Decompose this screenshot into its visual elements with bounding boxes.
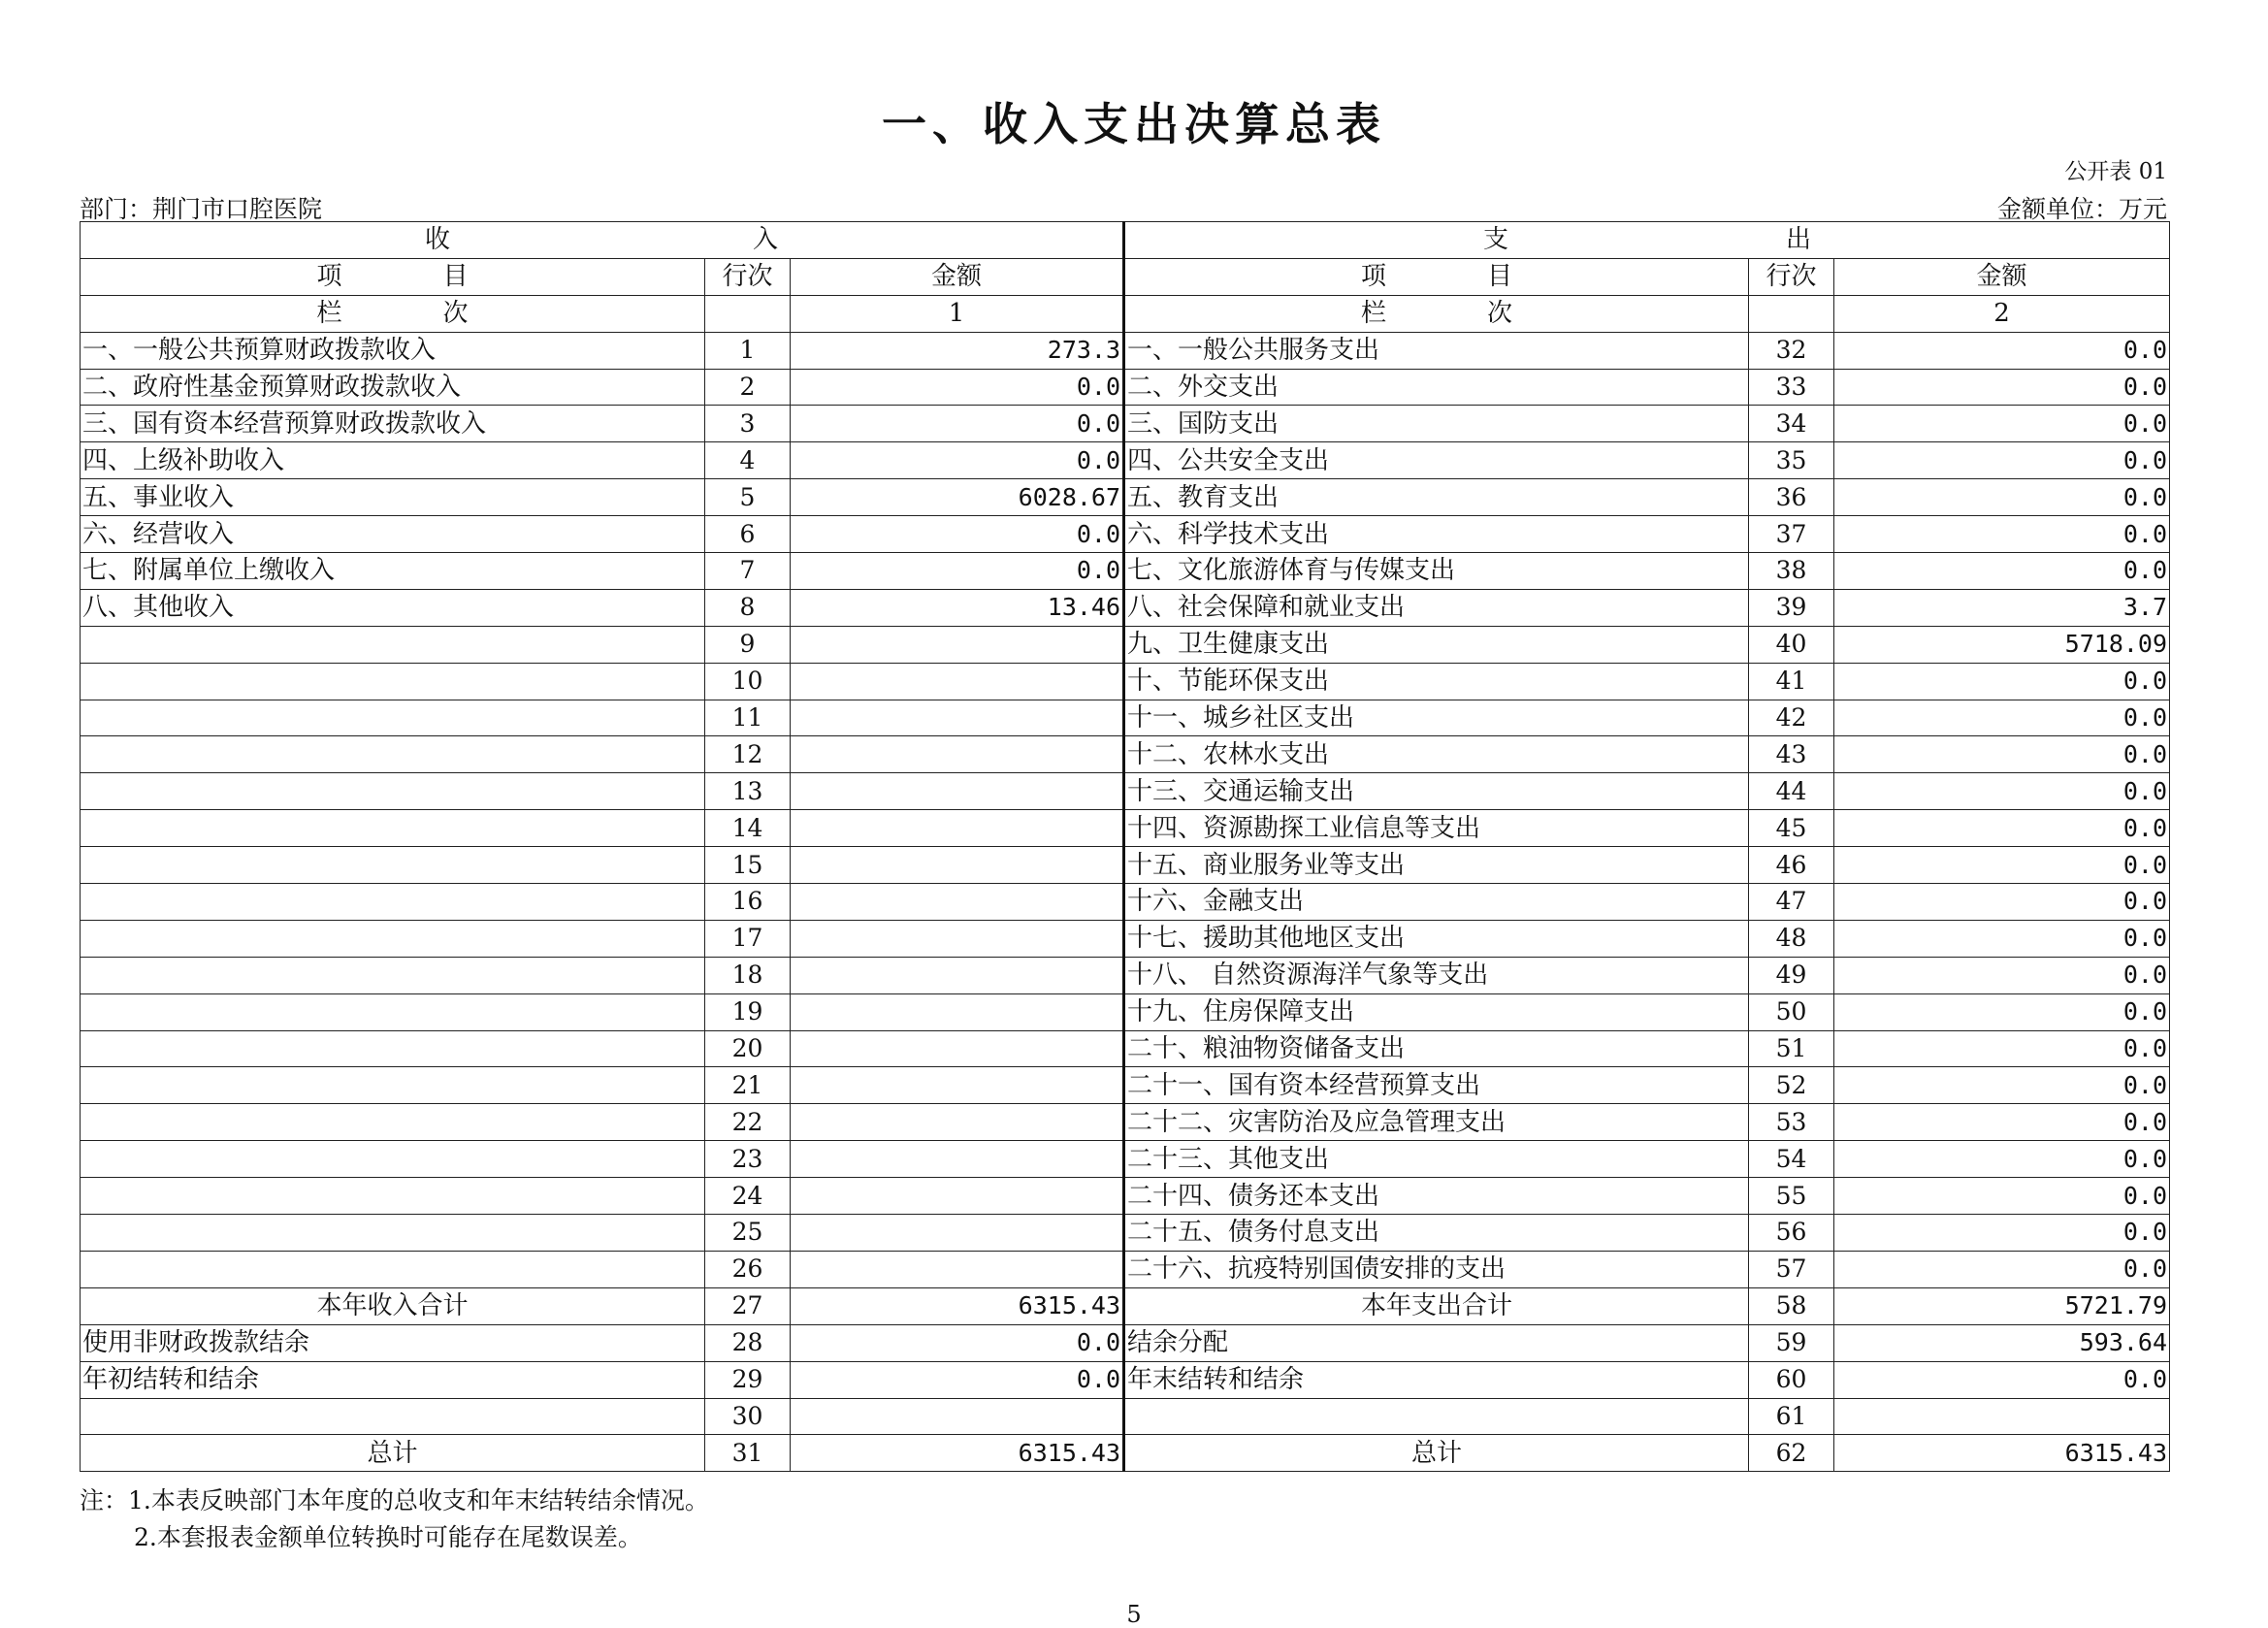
expense-amount-cell: 0.0 xyxy=(1834,479,2170,516)
income-item-cell: 六、经营收入 xyxy=(81,516,705,553)
income-line-cell: 9 xyxy=(705,626,791,663)
income-line-cell: 28 xyxy=(705,1324,791,1361)
income-item-cell: 使用非财政拨款结余 xyxy=(81,1324,705,1361)
income-amount-cell xyxy=(791,810,1124,847)
expense-amount-cell: 593.64 xyxy=(1834,1324,2170,1361)
income-amount-cell: 0.0 xyxy=(791,369,1124,406)
department-label: 部门：荆门市口腔医院 xyxy=(80,195,323,223)
income-line-cell: 5 xyxy=(705,479,791,516)
expense-amount-cell: 6315.43 xyxy=(1834,1435,2170,1472)
expense-amount-cell: 0.0 xyxy=(1834,957,2170,993)
table-row xyxy=(81,957,2170,993)
income-item-cell: 三、国有资本经营预算财政拨款收入 xyxy=(81,406,705,442)
table-row xyxy=(81,553,2170,590)
expense-line-cell: 51 xyxy=(1749,1030,1834,1067)
income-line-cell: 14 xyxy=(705,810,791,847)
income-line-cell: 15 xyxy=(705,847,791,884)
income-amount-cell xyxy=(791,1104,1124,1141)
expense-line-cell: 59 xyxy=(1749,1324,1834,1361)
expense-amount-cell: 5721.79 xyxy=(1834,1287,2170,1324)
expense-item-cell: 十四、资源勘探工业信息等支出 xyxy=(1124,810,1749,847)
expense-amount-cell: 0.0 xyxy=(1834,884,2170,921)
expense-line-cell: 38 xyxy=(1749,553,1834,590)
income-amount-cell: 273.3 xyxy=(791,332,1124,369)
table-row xyxy=(81,993,2170,1030)
income-line-cell: 17 xyxy=(705,920,791,957)
income-item-cell xyxy=(81,1398,705,1435)
expense-line-cell: 62 xyxy=(1749,1435,1834,1472)
expense-item-cell: 二、外交支出 xyxy=(1124,369,1749,406)
income-item-cell: 年初结转和结余 xyxy=(81,1361,705,1398)
table-row xyxy=(81,626,2170,663)
income-amount-cell: 0.0 xyxy=(791,516,1124,553)
income-amount-cell: 6315.43 xyxy=(791,1435,1124,1472)
expense-line-header: 行次 xyxy=(1749,258,1834,295)
income-item-cell xyxy=(81,810,705,847)
expense-item-cell: 七、文化旅游体育与传媒支出 xyxy=(1124,553,1749,590)
expense-item-cell: 十一、城乡社区支出 xyxy=(1124,700,1749,736)
expense-amount-cell: 0.0 xyxy=(1834,663,2170,700)
table-row xyxy=(81,1215,2170,1252)
expense-item-cell: 十七、援助其他地区支出 xyxy=(1124,920,1749,957)
expense-line-cell: 47 xyxy=(1749,884,1834,921)
income-amount-cell xyxy=(791,663,1124,700)
income-line-cell: 23 xyxy=(705,1141,791,1178)
income-amount-cell: 0.0 xyxy=(791,553,1124,590)
table-row xyxy=(81,1324,2170,1361)
income-line-cell: 12 xyxy=(705,736,791,773)
income-amount-cell xyxy=(791,1251,1124,1287)
income-amount-cell xyxy=(791,993,1124,1030)
expense-item-cell: 十五、商业服务业等支出 xyxy=(1124,847,1749,884)
income-item-cell xyxy=(81,663,705,700)
table-row xyxy=(81,1141,2170,1178)
income-item-cell xyxy=(81,847,705,884)
expense-column-number: 2 xyxy=(1834,295,2170,332)
income-amount-cell xyxy=(791,1030,1124,1067)
income-item-cell xyxy=(81,1030,705,1067)
expense-line-blank xyxy=(1749,295,1834,332)
table-row xyxy=(81,1067,2170,1104)
income-line-header: 行次 xyxy=(705,258,791,295)
table-row xyxy=(81,1104,2170,1141)
expense-amount-cell: 0.0 xyxy=(1834,1361,2170,1398)
income-item-cell xyxy=(81,773,705,810)
income-item-cell xyxy=(81,700,705,736)
expense-amount-cell: 0.0 xyxy=(1834,993,2170,1030)
income-line-cell: 21 xyxy=(705,1067,791,1104)
income-line-cell: 22 xyxy=(705,1104,791,1141)
expense-line-cell: 46 xyxy=(1749,847,1834,884)
expense-amount-cell: 0.0 xyxy=(1834,810,2170,847)
income-item-cell xyxy=(81,993,705,1030)
income-item-cell: 七、附属单位上缴收入 xyxy=(81,553,705,590)
table-row xyxy=(81,589,2170,626)
page-title: 一、收入支出决算总表 xyxy=(882,98,1386,150)
income-amount-cell: 6028.67 xyxy=(791,479,1124,516)
income-item-cell xyxy=(81,1141,705,1178)
expense-item-cell: 总计 xyxy=(1124,1435,1749,1472)
column-number-row xyxy=(81,295,2170,332)
table-row xyxy=(81,663,2170,700)
table-row xyxy=(81,1287,2170,1324)
expense-item-cell: 四、公共安全支出 xyxy=(1124,442,1749,479)
expense-line-cell: 45 xyxy=(1749,810,1834,847)
expense-amount-cell: 0.0 xyxy=(1834,1067,2170,1104)
table-row xyxy=(81,1030,2170,1067)
income-line-blank xyxy=(705,295,791,332)
income-amount-cell xyxy=(791,920,1124,957)
income-expense-table xyxy=(80,221,2170,1472)
income-amount-cell xyxy=(791,1067,1124,1104)
income-item-cell: 二、政府性基金预算财政拨款收入 xyxy=(81,369,705,406)
expense-line-cell: 44 xyxy=(1749,773,1834,810)
table-row xyxy=(81,1251,2170,1287)
income-item-cell: 总计 xyxy=(81,1435,705,1472)
income-amount-cell xyxy=(791,1178,1124,1215)
expense-amount-cell: 0.0 xyxy=(1834,1178,2170,1215)
expense-item-cell: 一、一般公共服务支出 xyxy=(1124,332,1749,369)
expense-line-cell: 54 xyxy=(1749,1141,1834,1178)
expense-amount-cell: 0.0 xyxy=(1834,516,2170,553)
expense-line-cell: 61 xyxy=(1749,1398,1834,1435)
income-amount-cell: 13.46 xyxy=(791,589,1124,626)
amount-unit-label: 金额单位：万元 xyxy=(1996,195,2167,223)
expense-item-cell: 十九、住房保障支出 xyxy=(1124,993,1749,1030)
income-line-cell: 4 xyxy=(705,442,791,479)
expense-item-cell: 年末结转和结余 xyxy=(1124,1361,1749,1398)
expense-line-cell: 52 xyxy=(1749,1067,1834,1104)
income-amount-cell: 6315.43 xyxy=(791,1287,1124,1324)
expense-item-cell: 十、节能环保支出 xyxy=(1124,663,1749,700)
income-line-cell: 10 xyxy=(705,663,791,700)
footnote-1: 注：1.本表反映部门本年度的总收支和年末结转结余情况。 xyxy=(80,1486,709,1514)
expense-item-cell: 二十四、债务还本支出 xyxy=(1124,1178,1749,1215)
income-line-cell: 8 xyxy=(705,589,791,626)
income-amount-cell xyxy=(791,1141,1124,1178)
income-item-cell: 一、一般公共预算财政拨款收入 xyxy=(81,332,705,369)
income-amount-cell xyxy=(791,736,1124,773)
expense-item-cell: 二十一、国有资本经营预算支出 xyxy=(1124,1067,1749,1104)
table-row xyxy=(81,1361,2170,1398)
table-row xyxy=(81,700,2170,736)
expense-amount-cell xyxy=(1834,1398,2170,1435)
table-row xyxy=(81,479,2170,516)
expense-line-cell: 53 xyxy=(1749,1104,1834,1141)
expense-line-cell: 33 xyxy=(1749,369,1834,406)
income-line-cell: 11 xyxy=(705,700,791,736)
income-line-cell: 25 xyxy=(705,1215,791,1252)
income-amount-cell xyxy=(791,847,1124,884)
expense-amount-cell: 0.0 xyxy=(1834,1141,2170,1178)
expense-item-cell: 本年支出合计 xyxy=(1124,1287,1749,1324)
expense-item-cell: 结余分配 xyxy=(1124,1324,1749,1361)
expense-line-cell: 58 xyxy=(1749,1287,1834,1324)
income-line-cell: 16 xyxy=(705,884,791,921)
expense-amount-cell: 0.0 xyxy=(1834,406,2170,442)
income-item-cell: 五、事业收入 xyxy=(81,479,705,516)
income-amount-cell xyxy=(791,1215,1124,1252)
income-line-cell: 7 xyxy=(705,553,791,590)
expense-item-cell: 二十五、债务付息支出 xyxy=(1124,1215,1749,1252)
income-amount-cell: 0.0 xyxy=(791,442,1124,479)
expense-item-cell: 六、科学技术支出 xyxy=(1124,516,1749,553)
income-column-label: 栏 次 xyxy=(81,295,705,332)
expense-line-cell: 32 xyxy=(1749,332,1834,369)
expense-amount-cell: 0.0 xyxy=(1834,553,2170,590)
expense-line-cell: 39 xyxy=(1749,589,1834,626)
column-header-row xyxy=(81,258,2170,295)
table-row xyxy=(81,736,2170,773)
income-amount-header: 金额 xyxy=(791,258,1124,295)
income-item-cell xyxy=(81,1178,705,1215)
table-row xyxy=(81,442,2170,479)
expense-amount-cell: 0.0 xyxy=(1834,1251,2170,1287)
income-item-cell xyxy=(81,957,705,993)
expense-item-cell: 二十二、灾害防治及应急管理支出 xyxy=(1124,1104,1749,1141)
expense-line-cell: 56 xyxy=(1749,1215,1834,1252)
income-line-cell: 30 xyxy=(705,1398,791,1435)
expense-line-cell: 41 xyxy=(1749,663,1834,700)
table-row xyxy=(81,1178,2170,1215)
income-amount-cell xyxy=(791,884,1124,921)
expense-amount-cell: 0.0 xyxy=(1834,442,2170,479)
expense-item-cell xyxy=(1124,1398,1749,1435)
expense-amount-cell: 3.7 xyxy=(1834,589,2170,626)
expense-amount-cell: 0.0 xyxy=(1834,700,2170,736)
expense-amount-cell: 0.0 xyxy=(1834,773,2170,810)
table-row xyxy=(81,332,2170,369)
expense-item-cell: 十八、 自然资源海洋气象等支出 xyxy=(1124,957,1749,993)
expense-amount-cell: 5718.09 xyxy=(1834,626,2170,663)
table-row xyxy=(81,920,2170,957)
expense-item-cell: 十二、农林水支出 xyxy=(1124,736,1749,773)
expense-item-cell: 九、卫生健康支出 xyxy=(1124,626,1749,663)
expense-line-cell: 48 xyxy=(1749,920,1834,957)
expense-line-cell: 55 xyxy=(1749,1178,1834,1215)
income-amount-cell xyxy=(791,1398,1124,1435)
table-row xyxy=(81,884,2170,921)
expense-amount-cell: 0.0 xyxy=(1834,1215,2170,1252)
footnotes xyxy=(80,1482,709,1556)
income-item-cell xyxy=(81,1067,705,1104)
expense-amount-cell: 0.0 xyxy=(1834,332,2170,369)
expense-item-cell: 十三、交通运输支出 xyxy=(1124,773,1749,810)
income-line-cell: 3 xyxy=(705,406,791,442)
income-item-cell: 八、其他收入 xyxy=(81,589,705,626)
income-line-cell: 19 xyxy=(705,993,791,1030)
expense-item-cell: 二十三、其他支出 xyxy=(1124,1141,1749,1178)
income-item-cell xyxy=(81,1215,705,1252)
expense-group-header: 支 出 xyxy=(1124,222,2170,259)
income-item-cell xyxy=(81,884,705,921)
expense-line-cell: 34 xyxy=(1749,406,1834,442)
expense-item-cell: 五、教育支出 xyxy=(1124,479,1749,516)
table-row xyxy=(81,516,2170,553)
income-amount-cell xyxy=(791,957,1124,993)
income-column-number: 1 xyxy=(791,295,1124,332)
expense-amount-cell: 0.0 xyxy=(1834,369,2170,406)
income-amount-cell xyxy=(791,773,1124,810)
expense-amount-cell: 0.0 xyxy=(1834,736,2170,773)
expense-line-cell: 43 xyxy=(1749,736,1834,773)
expense-amount-cell: 0.0 xyxy=(1834,920,2170,957)
page-number: 5 xyxy=(1126,1601,1142,1628)
table-row xyxy=(81,406,2170,442)
expense-line-cell: 57 xyxy=(1749,1251,1834,1287)
expense-item-header: 项 目 xyxy=(1124,258,1749,295)
income-item-cell: 四、上级补助收入 xyxy=(81,442,705,479)
income-item-cell xyxy=(81,626,705,663)
expense-line-cell: 49 xyxy=(1749,957,1834,993)
income-item-cell xyxy=(81,736,705,773)
expense-line-cell: 37 xyxy=(1749,516,1834,553)
expense-line-cell: 60 xyxy=(1749,1361,1834,1398)
income-line-cell: 24 xyxy=(705,1178,791,1215)
income-line-cell: 26 xyxy=(705,1251,791,1287)
income-line-cell: 1 xyxy=(705,332,791,369)
income-item-cell xyxy=(81,1251,705,1287)
expense-item-cell: 二十、粮油物资储备支出 xyxy=(1124,1030,1749,1067)
expense-amount-cell: 0.0 xyxy=(1834,1104,2170,1141)
income-line-cell: 13 xyxy=(705,773,791,810)
income-item-cell xyxy=(81,1104,705,1141)
expense-amount-header: 金额 xyxy=(1834,258,2170,295)
expense-line-cell: 40 xyxy=(1749,626,1834,663)
income-amount-cell: 0.0 xyxy=(791,406,1124,442)
group-header-row xyxy=(81,222,2170,259)
income-amount-cell xyxy=(791,700,1124,736)
income-line-cell: 2 xyxy=(705,369,791,406)
income-item-cell xyxy=(81,920,705,957)
income-line-cell: 31 xyxy=(705,1435,791,1472)
expense-column-label: 栏 次 xyxy=(1124,295,1749,332)
income-line-cell: 29 xyxy=(705,1361,791,1398)
table-row xyxy=(81,810,2170,847)
income-item-header: 项 目 xyxy=(81,258,705,295)
income-line-cell: 27 xyxy=(705,1287,791,1324)
income-amount-cell: 0.0 xyxy=(791,1324,1124,1361)
expense-amount-cell: 0.0 xyxy=(1834,847,2170,884)
expense-line-cell: 42 xyxy=(1749,700,1834,736)
table-row xyxy=(81,1435,2170,1472)
footnote-2: 2.本套报表金额单位转换时可能存在尾数误差。 xyxy=(134,1523,642,1551)
table-row xyxy=(81,847,2170,884)
table-row xyxy=(81,1398,2170,1435)
income-group-header: 收 入 xyxy=(81,222,1124,259)
income-line-cell: 6 xyxy=(705,516,791,553)
income-line-cell: 20 xyxy=(705,1030,791,1067)
income-item-cell: 本年收入合计 xyxy=(81,1287,705,1324)
table-row xyxy=(81,369,2170,406)
expense-line-cell: 36 xyxy=(1749,479,1834,516)
income-line-cell: 18 xyxy=(705,957,791,993)
expense-amount-cell: 0.0 xyxy=(1834,1030,2170,1067)
income-amount-cell: 0.0 xyxy=(791,1361,1124,1398)
expense-item-cell: 八、社会保障和就业支出 xyxy=(1124,589,1749,626)
expense-item-cell: 三、国防支出 xyxy=(1124,406,1749,442)
expense-item-cell: 二十六、抗疫特别国债安排的支出 xyxy=(1124,1251,1749,1287)
form-number: 公开表 01 xyxy=(2064,159,2167,184)
table-row xyxy=(81,773,2170,810)
expense-line-cell: 50 xyxy=(1749,993,1834,1030)
expense-line-cell: 35 xyxy=(1749,442,1834,479)
income-amount-cell xyxy=(791,626,1124,663)
expense-item-cell: 十六、金融支出 xyxy=(1124,884,1749,921)
